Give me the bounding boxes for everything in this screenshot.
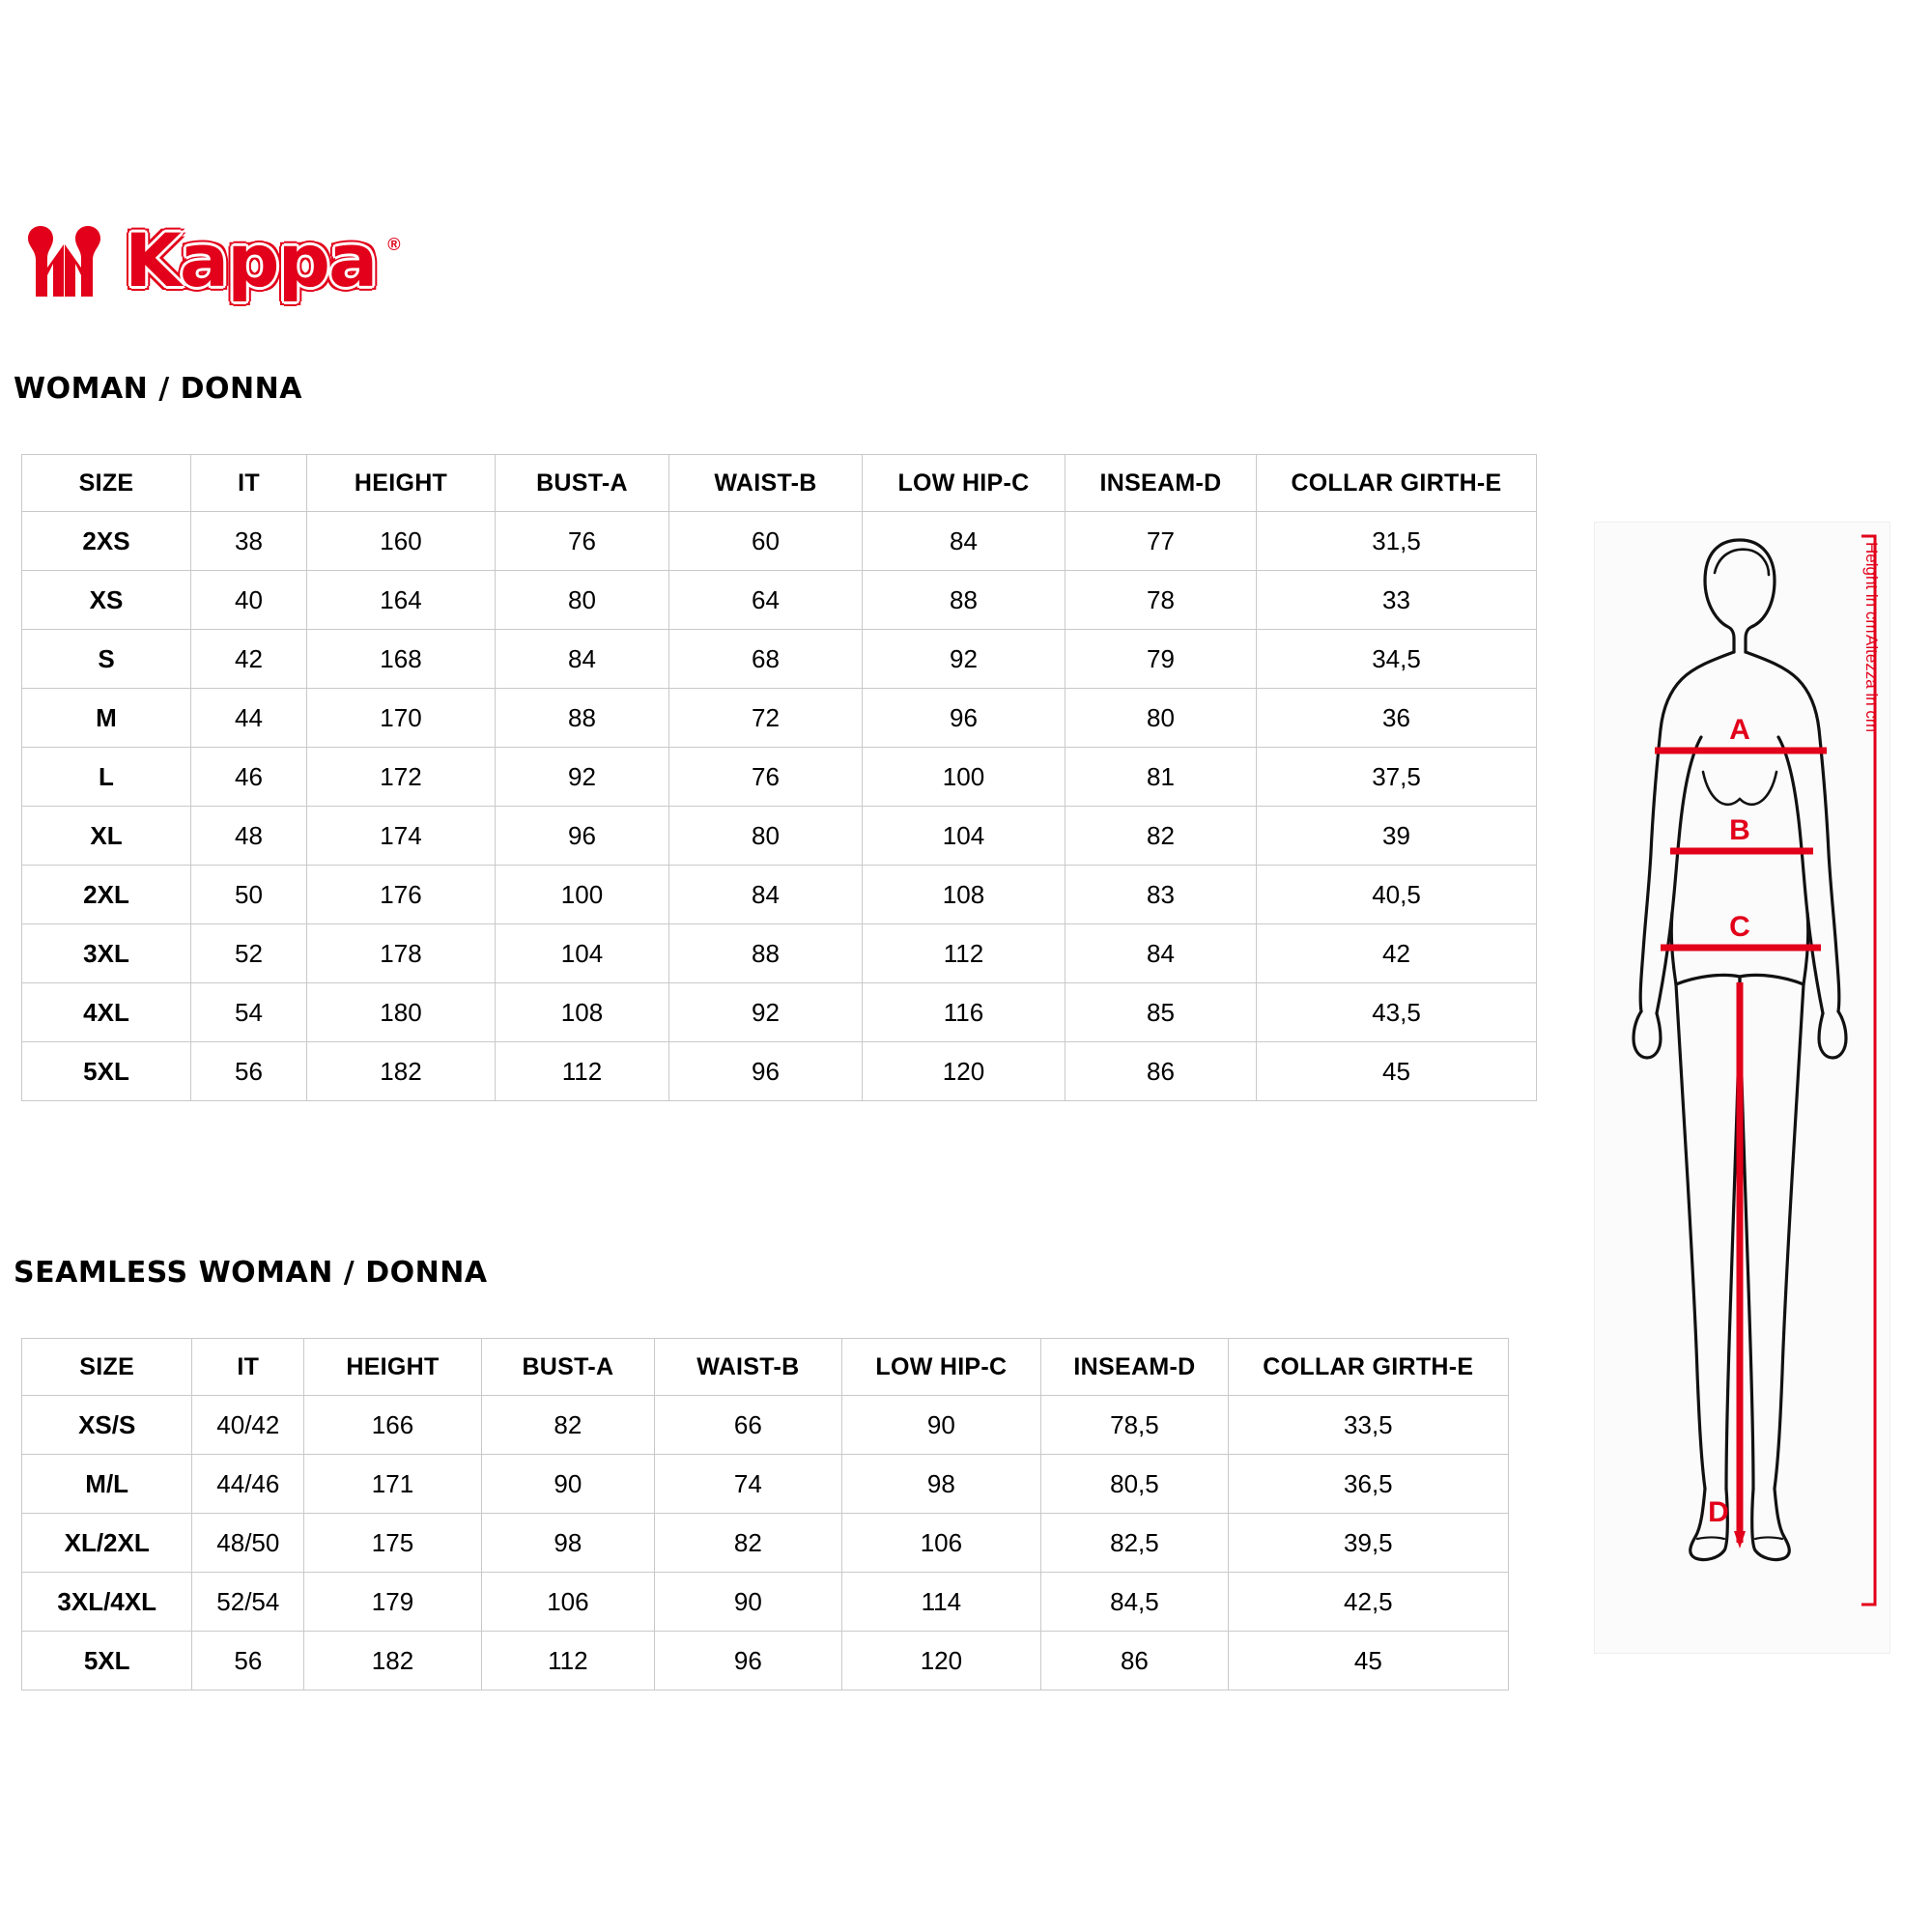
cell-low-hip: 104 xyxy=(863,807,1065,866)
cell-it: 50 xyxy=(191,866,307,924)
cell-low-hip: 120 xyxy=(863,1042,1065,1101)
registered-mark: ® xyxy=(387,235,401,254)
cell-low-hip: 98 xyxy=(841,1455,1041,1514)
cell-low-hip: 114 xyxy=(841,1573,1041,1632)
cell-it: 46 xyxy=(191,748,307,807)
column-header-height: HEIGHT xyxy=(307,455,496,512)
cell-size: S xyxy=(22,630,191,689)
table-row xyxy=(22,1455,1509,1514)
cell-size: 3XL/4XL xyxy=(22,1573,192,1632)
cell-collar-girth: 36,5 xyxy=(1228,1455,1508,1514)
height-axis-label xyxy=(1814,542,1882,764)
cell-low-hip: 120 xyxy=(841,1632,1041,1690)
table-row xyxy=(22,689,1537,748)
cell-height: 175 xyxy=(304,1514,481,1573)
cell-low-hip: 84 xyxy=(863,512,1065,571)
table-row xyxy=(22,807,1537,866)
cell-it: 38 xyxy=(191,512,307,571)
cell-bust: 98 xyxy=(481,1514,654,1573)
cell-it: 56 xyxy=(191,1042,307,1101)
cell-size: 3XL xyxy=(22,924,191,983)
cell-bust: 100 xyxy=(496,866,669,924)
cell-bust: 88 xyxy=(496,689,669,748)
column-header-size: SIZE xyxy=(22,455,191,512)
table-row xyxy=(22,512,1537,571)
cell-it: 52 xyxy=(191,924,307,983)
marker-label-c: C xyxy=(1729,911,1750,943)
height-label-it: Altezza in cm xyxy=(1862,635,1881,733)
cell-bust: 80 xyxy=(496,571,669,630)
cell-inseam: 80,5 xyxy=(1041,1455,1229,1514)
cell-waist: 66 xyxy=(655,1396,842,1455)
cell-size: 2XS xyxy=(22,512,191,571)
column-header-inseam: INSEAM-D xyxy=(1065,455,1257,512)
cell-inseam: 79 xyxy=(1065,630,1257,689)
cell-collar-girth: 39 xyxy=(1257,807,1537,866)
cell-low-hip: 90 xyxy=(841,1396,1041,1455)
cell-collar-girth: 34,5 xyxy=(1257,630,1537,689)
cell-it: 52/54 xyxy=(192,1573,304,1632)
cell-it: 44 xyxy=(191,689,307,748)
marker-label-d: D xyxy=(1708,1496,1729,1528)
cell-waist: 76 xyxy=(669,748,863,807)
marker-label-a: A xyxy=(1729,714,1750,746)
cell-collar-girth: 40,5 xyxy=(1257,866,1537,924)
cell-low-hip: 96 xyxy=(863,689,1065,748)
cell-inseam: 78 xyxy=(1065,571,1257,630)
cell-collar-girth: 45 xyxy=(1257,1042,1537,1101)
cell-it: 54 xyxy=(191,983,307,1042)
cell-low-hip: 112 xyxy=(863,924,1065,983)
cell-bust: 106 xyxy=(481,1573,654,1632)
cell-size: XL xyxy=(22,807,191,866)
cell-it: 48/50 xyxy=(192,1514,304,1573)
cell-waist: 64 xyxy=(669,571,863,630)
cell-waist: 74 xyxy=(655,1455,842,1514)
table-row xyxy=(22,748,1537,807)
cell-bust: 92 xyxy=(496,748,669,807)
cell-low-hip: 88 xyxy=(863,571,1065,630)
section-title-woman: WOMAN / DONNA xyxy=(14,372,302,406)
table-row xyxy=(22,924,1537,983)
cell-collar-girth: 37,5 xyxy=(1257,748,1537,807)
column-header-low-hip: LOW HIP-C xyxy=(863,455,1065,512)
table-row xyxy=(22,983,1537,1042)
column-header-bust: BUST-A xyxy=(496,455,669,512)
cell-height: 168 xyxy=(307,630,496,689)
cell-waist: 96 xyxy=(669,1042,863,1101)
table-row xyxy=(22,866,1537,924)
cell-it: 44/46 xyxy=(192,1455,304,1514)
table-header-row xyxy=(22,1339,1509,1396)
cell-bust: 90 xyxy=(481,1455,654,1514)
cell-inseam: 80 xyxy=(1065,689,1257,748)
cell-size: 4XL xyxy=(22,983,191,1042)
cell-height: 160 xyxy=(307,512,496,571)
column-header-waist: WAIST-B xyxy=(669,455,863,512)
cell-collar-girth: 42 xyxy=(1257,924,1537,983)
table-row xyxy=(22,1514,1509,1573)
cell-size: 5XL xyxy=(22,1042,191,1101)
cell-collar-girth: 36 xyxy=(1257,689,1537,748)
cell-bust: 82 xyxy=(481,1396,654,1455)
cell-inseam: 83 xyxy=(1065,866,1257,924)
cell-low-hip: 108 xyxy=(863,866,1065,924)
column-header-height: HEIGHT xyxy=(304,1339,481,1396)
column-header-it: IT xyxy=(191,455,307,512)
cell-inseam: 81 xyxy=(1065,748,1257,807)
cell-height: 180 xyxy=(307,983,496,1042)
cell-size: M xyxy=(22,689,191,748)
column-header-collar-girth: COLLAR GIRTH-E xyxy=(1257,455,1537,512)
cell-it: 48 xyxy=(191,807,307,866)
cell-low-hip: 106 xyxy=(841,1514,1041,1573)
cell-inseam: 82 xyxy=(1065,807,1257,866)
cell-height: 166 xyxy=(304,1396,481,1455)
marker-label-b: B xyxy=(1729,814,1750,846)
table-row xyxy=(22,630,1537,689)
table-row xyxy=(22,571,1537,630)
table-row xyxy=(22,1573,1509,1632)
cell-low-hip: 92 xyxy=(863,630,1065,689)
cell-collar-girth: 33 xyxy=(1257,571,1537,630)
column-header-waist: WAIST-B xyxy=(655,1339,842,1396)
inseam-arrow-icon xyxy=(1734,1531,1746,1548)
cell-it: 40 xyxy=(191,571,307,630)
size-table-seamless xyxy=(21,1338,1509,1690)
table-row xyxy=(22,1396,1509,1455)
cell-collar-girth: 33,5 xyxy=(1228,1396,1508,1455)
cell-height: 182 xyxy=(304,1632,481,1690)
cell-waist: 84 xyxy=(669,866,863,924)
cell-size: XS/S xyxy=(22,1396,192,1455)
cell-size: XL/2XL xyxy=(22,1514,192,1573)
cell-inseam: 78,5 xyxy=(1041,1396,1229,1455)
cell-inseam: 85 xyxy=(1065,983,1257,1042)
table-header-row xyxy=(22,455,1537,512)
cell-collar-girth: 45 xyxy=(1228,1632,1508,1690)
measurement-figure-panel xyxy=(1594,522,1890,1654)
cell-it: 42 xyxy=(191,630,307,689)
table-row xyxy=(22,1632,1509,1690)
column-header-low-hip: LOW HIP-C xyxy=(841,1339,1041,1396)
column-header-bust: BUST-A xyxy=(481,1339,654,1396)
cell-height: 178 xyxy=(307,924,496,983)
cell-inseam: 86 xyxy=(1041,1632,1229,1690)
cell-bust: 76 xyxy=(496,512,669,571)
kappa-wordmark: Kappa xyxy=(125,217,377,303)
cell-height: 170 xyxy=(307,689,496,748)
cell-waist: 60 xyxy=(669,512,863,571)
cell-low-hip: 116 xyxy=(863,983,1065,1042)
cell-bust: 84 xyxy=(496,630,669,689)
cell-bust: 112 xyxy=(481,1632,654,1690)
cell-size: XS xyxy=(22,571,191,630)
cell-size: M/L xyxy=(22,1455,192,1514)
cell-it: 56 xyxy=(192,1632,304,1690)
size-table-woman xyxy=(21,454,1537,1101)
section-title-seamless: SEAMLESS WOMAN / DONNA xyxy=(14,1256,488,1290)
height-label-en: Height in cm xyxy=(1862,542,1881,634)
cell-inseam: 84,5 xyxy=(1041,1573,1229,1632)
cell-collar-girth: 31,5 xyxy=(1257,512,1537,571)
cell-height: 176 xyxy=(307,866,496,924)
cell-height: 164 xyxy=(307,571,496,630)
cell-collar-girth: 42,5 xyxy=(1228,1573,1508,1632)
cell-size: 5XL xyxy=(22,1632,192,1690)
kappa-omini-icon xyxy=(14,222,115,299)
table-row xyxy=(22,1042,1537,1101)
cell-it: 40/42 xyxy=(192,1396,304,1455)
cell-inseam: 86 xyxy=(1065,1042,1257,1101)
column-header-size: SIZE xyxy=(22,1339,192,1396)
kappa-logo xyxy=(14,217,535,304)
cell-height: 171 xyxy=(304,1455,481,1514)
cell-height: 182 xyxy=(307,1042,496,1101)
cell-waist: 96 xyxy=(655,1632,842,1690)
cell-low-hip: 100 xyxy=(863,748,1065,807)
cell-inseam: 82,5 xyxy=(1041,1514,1229,1573)
column-header-collar-girth: COLLAR GIRTH-E xyxy=(1228,1339,1508,1396)
cell-height: 179 xyxy=(304,1573,481,1632)
cell-waist: 90 xyxy=(655,1573,842,1632)
cell-collar-girth: 39,5 xyxy=(1228,1514,1508,1573)
cell-waist: 88 xyxy=(669,924,863,983)
cell-waist: 68 xyxy=(669,630,863,689)
cell-inseam: 77 xyxy=(1065,512,1257,571)
column-header-inseam: INSEAM-D xyxy=(1041,1339,1229,1396)
cell-waist: 92 xyxy=(669,983,863,1042)
cell-size: 2XL xyxy=(22,866,191,924)
cell-waist: 72 xyxy=(669,689,863,748)
cell-bust: 96 xyxy=(496,807,669,866)
cell-waist: 80 xyxy=(669,807,863,866)
cell-bust: 108 xyxy=(496,983,669,1042)
column-header-it: IT xyxy=(192,1339,304,1396)
cell-size: L xyxy=(22,748,191,807)
cell-collar-girth: 43,5 xyxy=(1257,983,1537,1042)
cell-height: 172 xyxy=(307,748,496,807)
cell-inseam: 84 xyxy=(1065,924,1257,983)
cell-bust: 112 xyxy=(496,1042,669,1101)
cell-waist: 82 xyxy=(655,1514,842,1573)
cell-bust: 104 xyxy=(496,924,669,983)
cell-height: 174 xyxy=(307,807,496,866)
